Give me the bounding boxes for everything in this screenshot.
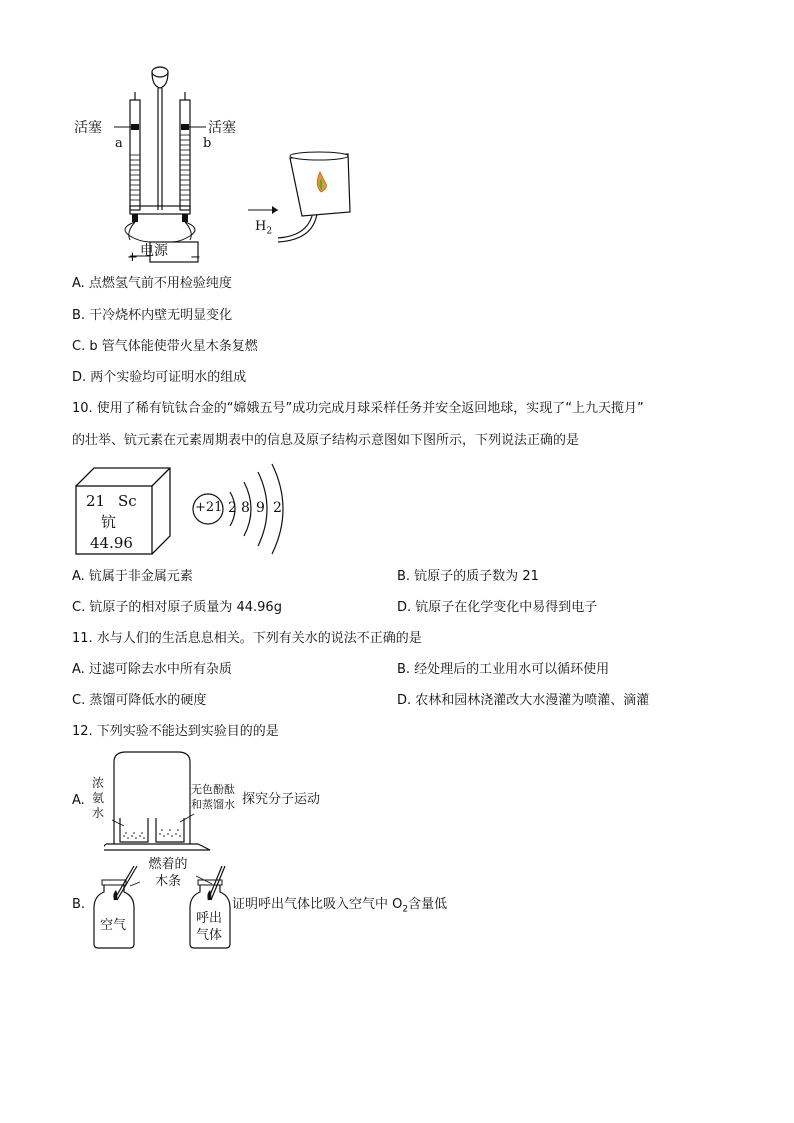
phenolphthalein-label-line1: 无色酚酞 (191, 783, 235, 796)
minus-terminal-label: − (190, 250, 201, 265)
q10-stem-line2: 的壮举、钪元素在元素周期表中的信息及原子结构示意图如下图所示，下列说法正确的是 (72, 433, 580, 448)
q9-option-c: C. b 管气体能使带火星木条复燃 (72, 339, 258, 354)
q12-a-purpose: 探究分子运动 (242, 792, 321, 807)
o2-subscript: 2 (402, 904, 409, 915)
element-atomic-mass: 44.96 (90, 534, 133, 552)
plus-terminal-label: + (127, 250, 138, 265)
burning-splint-label-line2: 木条 (154, 874, 181, 889)
bottle-exhaled-label (196, 910, 222, 944)
h2-gas-label (255, 218, 272, 241)
q10-option-c: C. 钪原子的相对原子质量为 44.96g (72, 600, 282, 615)
q9-option-d: D. 两个实验均可证明水的组成 (72, 370, 247, 385)
q9-option-a: A. 点燃氢气前不用检验纯度 (72, 276, 232, 291)
nucleus-charge: +21 (195, 500, 223, 515)
q10-option-a: A. 钪属于非金属元素 (72, 569, 193, 584)
ammonia-label-char2: 氨 (92, 791, 105, 805)
electrolysis-apparatus-figure (68, 60, 258, 268)
h2-symbol: H (255, 219, 267, 234)
bottle-air-label: 空气 (100, 918, 127, 933)
q11-option-b: B. 经处理后的工业用水可以循环使用 (397, 662, 610, 677)
burning-splint-label-line1: 燃着的 (148, 857, 188, 872)
phenolphthalein-label-line2: 和蒸馏水 (191, 798, 235, 811)
power-source-label: 电源 (140, 243, 168, 259)
q10-stem-line1: 10. 使用了稀有钪钛合金的“嫦娥五号”成功完成月球采样任务并安全返回地球，实现了“上九天揽月” (72, 401, 644, 416)
stopcock-right-label: 活塞 (208, 120, 236, 136)
q12-b-purpose-tail: 含量低 (408, 897, 448, 912)
q11-stem: 11. 水与人们的生活息息相关。下列有关水的说法不正确的是 (72, 631, 422, 646)
ammonia-label (92, 776, 104, 821)
bottle-exhaled-label-line2: 气体 (196, 928, 223, 943)
stopcock-left-label: 活塞 (74, 120, 102, 136)
shell-1-electrons: 2 (228, 500, 237, 516)
shell-3-electrons: 9 (256, 500, 265, 516)
q11-option-c: C. 蒸馏可降低水的硬度 (72, 693, 207, 708)
q12-stem: 12. 下列实验不能达到实验目的的是 (72, 724, 279, 739)
shell-2-electrons: 8 (241, 500, 250, 516)
q12-a-letter: A. (72, 793, 85, 808)
q10-option-b: B. 钪原子的质子数为 21 (397, 569, 539, 584)
tube-b-label: b (203, 136, 212, 151)
ammonia-label-char3: 水 (92, 806, 105, 820)
ammonia-label-char1: 浓 (92, 776, 105, 790)
q12-b-purpose-text: 证明呼出气体比吸入空气中 O (232, 897, 403, 912)
tube-a-label: a (115, 136, 123, 151)
element-name: 钪 (101, 513, 117, 531)
q12-b-letter: B. (72, 897, 86, 912)
q9-option-b: B. 干冷烧杯内壁无明显变化 (72, 308, 233, 323)
h2-subscript: 2 (266, 226, 273, 237)
q11-option-d: D. 农林和园林浇灌改大水漫灌为喷灌、滴灌 (397, 693, 650, 708)
q10-option-d: D. 钪原子在化学变化中易得到电子 (397, 600, 598, 615)
shell-4-electrons: 2 (273, 500, 282, 516)
element-symbol: Sc (118, 492, 137, 510)
element-atomic-number: 21 (86, 492, 106, 510)
phenolphthalein-label (191, 782, 235, 812)
bottle-exhaled-label-line1: 呼出 (196, 911, 223, 926)
q11-option-a: A. 过滤可除去水中所有杂质 (72, 662, 232, 677)
q12-b-purpose (232, 896, 447, 919)
